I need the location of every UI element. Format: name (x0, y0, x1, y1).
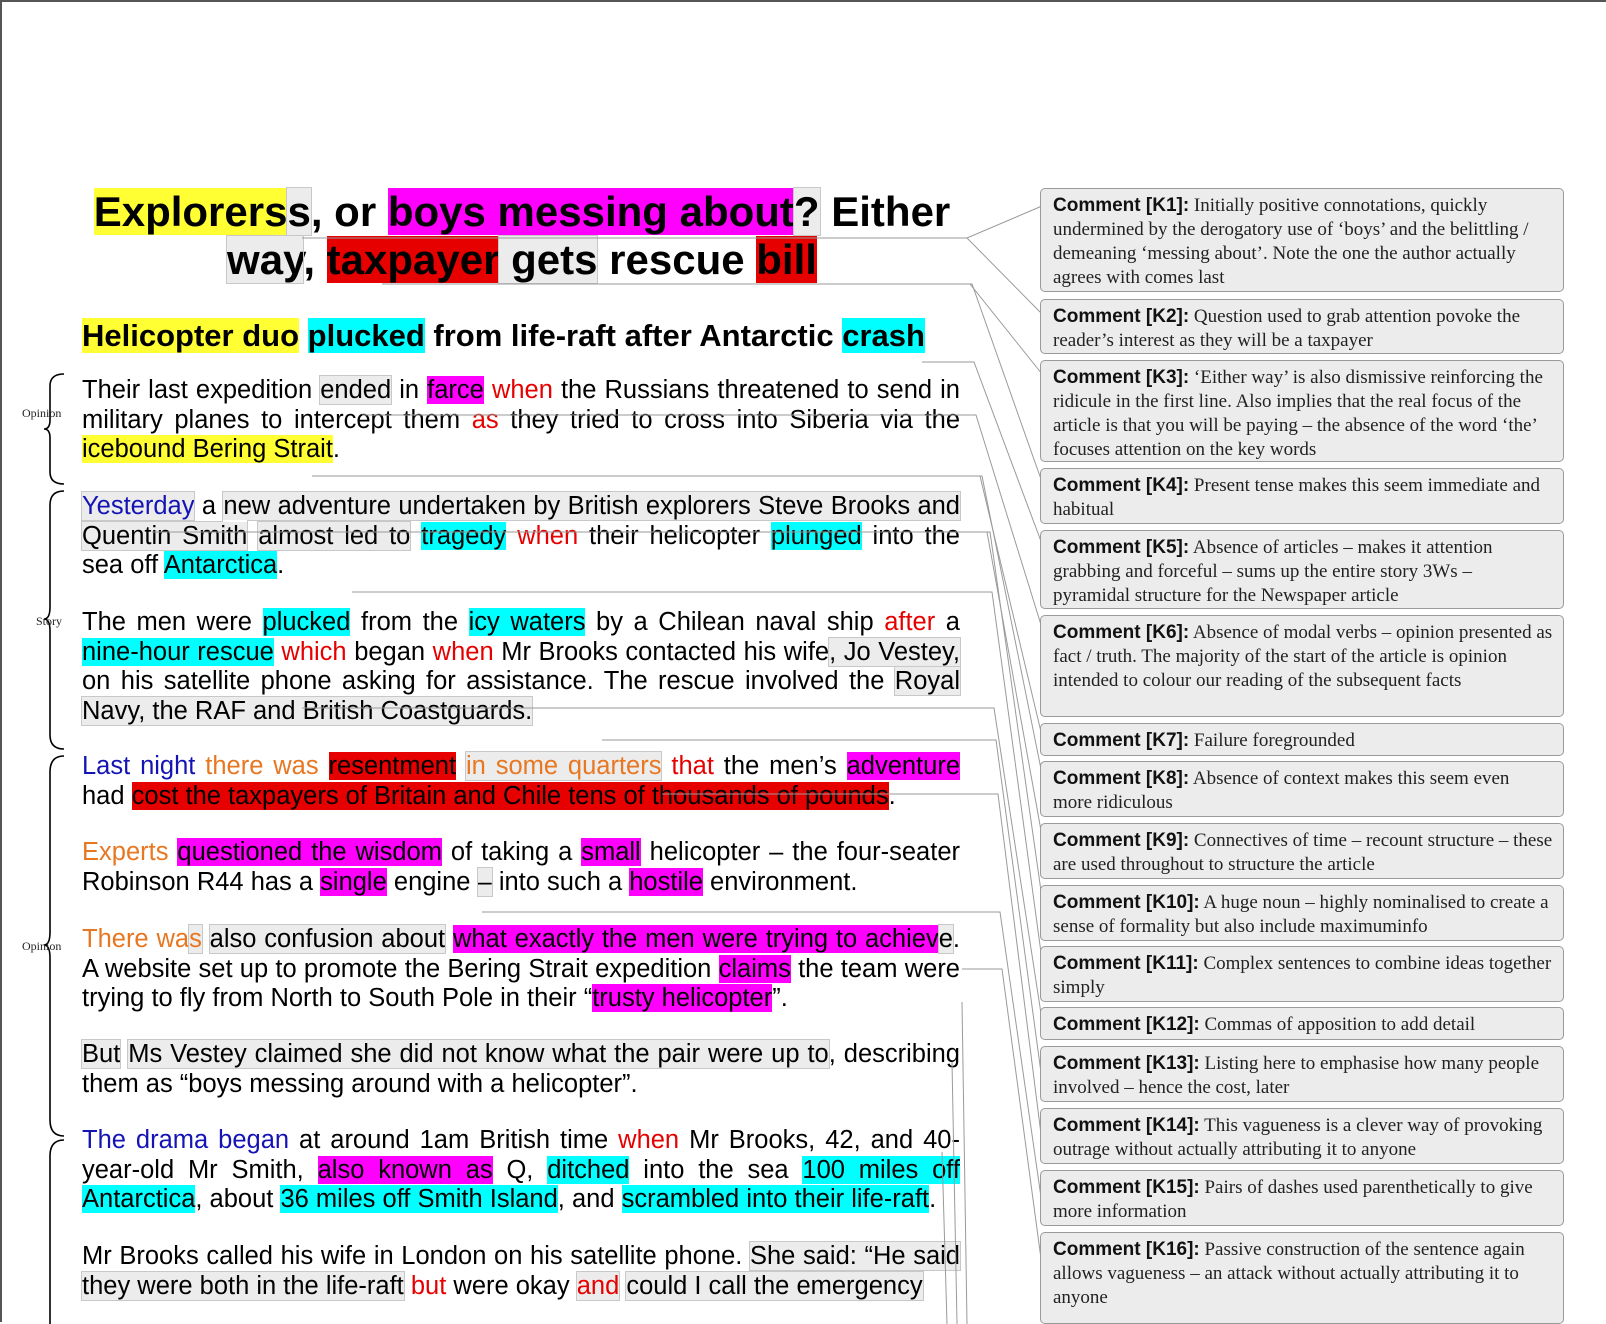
paragraph-6 (82, 925, 960, 1014)
comment-key: Comment [K8]: (1053, 768, 1190, 789)
text: from the (350, 608, 469, 636)
comment-text: Absence of context makes this seem even more ridiculous (1053, 768, 1510, 813)
word-when: when (491, 376, 553, 404)
comment-text: Present tense makes this seem immediate and habitual (1053, 475, 1541, 520)
text: , and (557, 1185, 622, 1213)
comment-k8[interactable] (1040, 761, 1564, 817)
hl-could-i-call: could I call the emergency (626, 1271, 923, 1300)
comment-k1[interactable] (1040, 188, 1564, 292)
hl-in-some-quarters: in some quarters (465, 752, 662, 780)
hl-scrambled: scrambled into their life-raft (621, 1185, 930, 1213)
text (247, 522, 258, 550)
comment-key: Comment [K4]: (1053, 475, 1190, 496)
word-as: as (471, 405, 499, 434)
comment-key: Comment [K16]: (1053, 1239, 1200, 1260)
text (506, 522, 517, 550)
text: had (82, 781, 132, 810)
text: into the sea off (82, 521, 960, 579)
hl-also-known-as: also known as (317, 1155, 493, 1184)
text: a (935, 608, 960, 636)
paragraph-5 (82, 838, 960, 897)
comment-text: ‘Either way’ is also dismissive reinforcing the ridicule in the first line. Also implies that the real focus of the article is that you will be paying – the absence of the word ‘the’ focuses attention on the key words (1053, 367, 1543, 460)
hl-almost-led: almost led to (258, 521, 411, 550)
word-experts: Experts (82, 838, 169, 866)
hl-cost: cost the taxpayers of Britain and Chile tens of thousands of pounds (131, 781, 889, 810)
text: their helicopter (578, 521, 771, 550)
comment-k4[interactable] (1040, 468, 1564, 524)
comment-k11[interactable] (1040, 946, 1564, 1002)
text: in (391, 376, 428, 404)
comment-key: Comment [K2]: (1053, 306, 1190, 327)
hl-also-confusion: also confusion about (209, 925, 446, 953)
text: helicopter – the four-seater Robinson R44 has a (82, 838, 961, 896)
hl-claims: claims (718, 954, 791, 983)
text: the Russians threatened to send in military planes to intercept them (82, 376, 960, 434)
text: ”. (772, 984, 788, 1012)
word-last-night: Last night (82, 752, 196, 780)
comment-key: Comment [K1]: (1053, 195, 1190, 216)
hl-helicopter-duo: Helicopter duo (82, 318, 300, 353)
text: they tried to cross into Siberia via the (498, 405, 960, 434)
hl-e: e (938, 925, 953, 953)
text: . (332, 435, 340, 463)
hl-explorers: Explorers (93, 188, 288, 235)
hl-plunged: plunged (770, 521, 862, 550)
comment-key: Comment [K10]: (1053, 892, 1200, 913)
hl-ditched: ditched (547, 1155, 630, 1184)
word-that: that (671, 752, 714, 780)
word-there-was: there was (205, 752, 319, 780)
hl-question: ? (793, 188, 820, 235)
hl-resentment: resentment (328, 752, 457, 780)
comment-text: Failure foregrounded (1189, 730, 1355, 751)
comment-k5[interactable] (1040, 530, 1564, 609)
text: Mr Brooks, 42, and 40-year-old Mr Smith, (82, 1126, 960, 1184)
comment-k16[interactable] (1040, 1232, 1564, 1324)
label-opinion-2: Opinion (22, 939, 62, 953)
article-headline (92, 188, 952, 284)
text: . (929, 1185, 937, 1213)
word-which: which (281, 637, 347, 666)
comment-text: This vagueness is a clever way of provoking outrage without actually attributing it to anyone (1053, 1115, 1543, 1160)
text: Mr Brooks contacted his wife (493, 637, 830, 666)
text: . (277, 551, 285, 579)
brace-story-2 (42, 1138, 68, 1324)
text (456, 752, 466, 780)
hl-crash: crash (842, 318, 925, 353)
comment-k15[interactable] (1040, 1170, 1564, 1226)
hl-ms-vestey: Ms Vestey claimed she did not know what the pair were up to (128, 1040, 829, 1068)
paragraph-1 (82, 376, 960, 465)
title-text: , or (310, 188, 388, 235)
comment-text: A huge noun – highly nominalised to create a sense of formality but also include maximuminfo (1053, 892, 1549, 937)
hl-but: But (82, 1040, 121, 1068)
hl-way: way (227, 236, 304, 283)
text: . (888, 781, 896, 810)
hl-dash: – (477, 867, 492, 896)
hl-new-adventure: new adventure undertaken by British explorers Steve Brooks and Quentin Smith (82, 492, 960, 550)
text: , about (195, 1185, 281, 1213)
comment-text: Listing here to emphasise how many people involved – hence the cost, later (1053, 1053, 1540, 1098)
comment-k6[interactable] (1040, 615, 1564, 717)
paragraph-9 (82, 1242, 960, 1301)
hl-title-s: s (287, 188, 311, 235)
hl-jo-vestey: , Jo Vestey, (829, 637, 960, 666)
hl-s: s (189, 925, 202, 953)
comment-text: Absence of articles – makes it attention grabbing and forceful – sums up the entire story 3Ws – pyramidal structure for the Newspaper article (1053, 537, 1493, 606)
text (484, 376, 492, 404)
word-when: when (517, 521, 579, 550)
subtitle-text: from life-raft after Antarctic (424, 318, 843, 353)
paragraph-3 (82, 608, 960, 726)
text: the men’s (713, 752, 847, 780)
comment-text: Absence of modal verbs – opinion presented as fact / truth. The majority of the start of the article is opinion intended to colour our reading of the subsequent facts (1053, 622, 1553, 691)
hl-boys-messing-about: boys messing about (387, 188, 794, 235)
text: Their last expedition (82, 376, 321, 404)
title-text: , (303, 236, 327, 283)
comment-key: Comment [K11]: (1053, 953, 1199, 974)
word-but: but (410, 1271, 447, 1300)
hl-tragedy: tragedy (421, 521, 507, 550)
comment-text: Pairs of dashes used parenthetically to give more information (1053, 1177, 1533, 1222)
text: Mr Brooks called his wife in London on his satellite phone. (82, 1242, 750, 1270)
text: into the sea (629, 1155, 803, 1184)
label-opinion-1: Opinion (22, 406, 62, 420)
comment-key: Comment [K5]: (1053, 537, 1190, 558)
text (661, 752, 671, 780)
word-and: and (576, 1271, 620, 1300)
text (195, 752, 205, 780)
comment-key: Comment [K3]: (1053, 367, 1190, 388)
text (410, 522, 421, 550)
hl-farce: farce (427, 376, 484, 404)
text: began (346, 637, 433, 666)
hl-antarctica: Antarctica (163, 551, 278, 579)
comment-key: Comment [K6]: (1053, 622, 1190, 643)
hl-plucked: plucked (262, 608, 351, 636)
text: by a Chilean naval ship (585, 608, 885, 636)
article-subheadline (82, 316, 982, 356)
text: a (194, 492, 224, 520)
title-text: rescue (597, 236, 757, 283)
paragraph-4 (82, 752, 960, 811)
hl-adventure: adventure (846, 752, 960, 780)
hl-bill: bill (756, 236, 817, 283)
hl-what-exactly: what exactly the men were trying to achiev (452, 925, 939, 953)
comment-key: Comment [K7]: (1053, 730, 1190, 751)
comment-text: Passive construction of the sentence again allows vagueness – an attack without actually attributing it to anyone (1053, 1239, 1525, 1308)
hl-small: small (581, 838, 641, 866)
text: were okay (446, 1271, 577, 1300)
hl-100-miles: 100 miles off Antarctica (82, 1155, 960, 1213)
text: the team were trying to fly from North to South Pole in their “ (82, 954, 960, 1012)
brace-opinion-1 (42, 372, 68, 487)
text: engine (386, 867, 478, 896)
text: Q, (492, 1155, 548, 1184)
comment-key: Comment [K14]: (1053, 1115, 1200, 1136)
word-drama-began: The drama began (82, 1126, 290, 1154)
hl-single: single (320, 867, 387, 896)
text: at around 1am British time (289, 1126, 619, 1154)
text: The men were (82, 608, 263, 636)
word-when: when (432, 637, 494, 666)
comment-k13[interactable] (1040, 1046, 1564, 1102)
comment-text: Connectives of time – recount structure – these are used throughout to structure the article (1053, 830, 1553, 875)
comment-key: Comment [K9]: (1053, 830, 1190, 851)
paragraph-8 (82, 1126, 960, 1215)
hl-taxpayer: taxpayer (326, 236, 500, 283)
text: environment. (702, 867, 858, 896)
text (445, 925, 453, 953)
hl-trusty-helicopter: trusty helicopter (592, 984, 773, 1012)
text: , describing them as “boys messing around with a helicopter”. (82, 1040, 960, 1098)
text: . A website set up to promote the Bering Strait expedition (82, 925, 960, 983)
hl-she-said: She said: “He said they were both in the life-raft (82, 1242, 960, 1300)
comment-k3[interactable] (1040, 360, 1564, 462)
comment-k9[interactable] (1040, 823, 1564, 879)
hl-gets: gets (499, 236, 598, 283)
comment-k14[interactable] (1040, 1108, 1564, 1164)
comment-text: Initially positive connotations, quickly undermined by the derogatory use of ‘boys’ and the belittling / demeaning ‘messing about’. Note the one the author actually agrees with comes last (1053, 195, 1529, 288)
comment-k12[interactable] (1040, 1007, 1564, 1040)
word-after: after (884, 608, 936, 636)
comment-k7[interactable] (1040, 723, 1564, 756)
label-story: Story (36, 614, 63, 628)
text (202, 925, 210, 953)
word-yesterday: Yesterday (82, 492, 195, 520)
comment-k2[interactable] (1040, 299, 1564, 354)
hl-royal-navy: Royal Navy, the RAF and British Coastguards. (82, 667, 960, 725)
comment-text: Complex sentences to combine ideas together simply (1053, 953, 1552, 998)
hl-icebound: icebound Bering Strait (82, 435, 333, 463)
text: into such a (491, 867, 630, 896)
comment-key: Comment [K12]: (1053, 1014, 1200, 1035)
comment-k10[interactable] (1040, 885, 1564, 941)
text: of taking a (441, 838, 582, 866)
paragraph-2 (82, 492, 960, 581)
hl-questioned: questioned the wisdom (177, 838, 442, 866)
text: on his satellite phone asking for assistance. The rescue involved the (82, 667, 895, 695)
word-there-was: There wa (82, 925, 190, 953)
title-text: Either (819, 188, 951, 235)
comment-key: Comment [K13]: (1053, 1053, 1200, 1074)
hl-nine-hour: nine-hour rescue (82, 637, 274, 666)
comment-text: Commas of apposition to add detail (1199, 1014, 1476, 1035)
hl-icy-waters: icy waters (468, 608, 586, 636)
hl-ended: ended (320, 376, 392, 404)
hl-plucked: plucked (307, 318, 425, 353)
hl-hostile: hostile (629, 867, 703, 896)
text (319, 752, 329, 780)
word-when: when (618, 1126, 680, 1154)
comment-key: Comment [K15]: (1053, 1177, 1200, 1198)
hl-36-miles: 36 miles off Smith Island (280, 1185, 558, 1213)
comment-text: Question used to grab attention povoke the reader’s interest as they will be a taxpayer (1053, 306, 1521, 351)
paragraph-7 (82, 1040, 960, 1099)
text (404, 1272, 411, 1300)
